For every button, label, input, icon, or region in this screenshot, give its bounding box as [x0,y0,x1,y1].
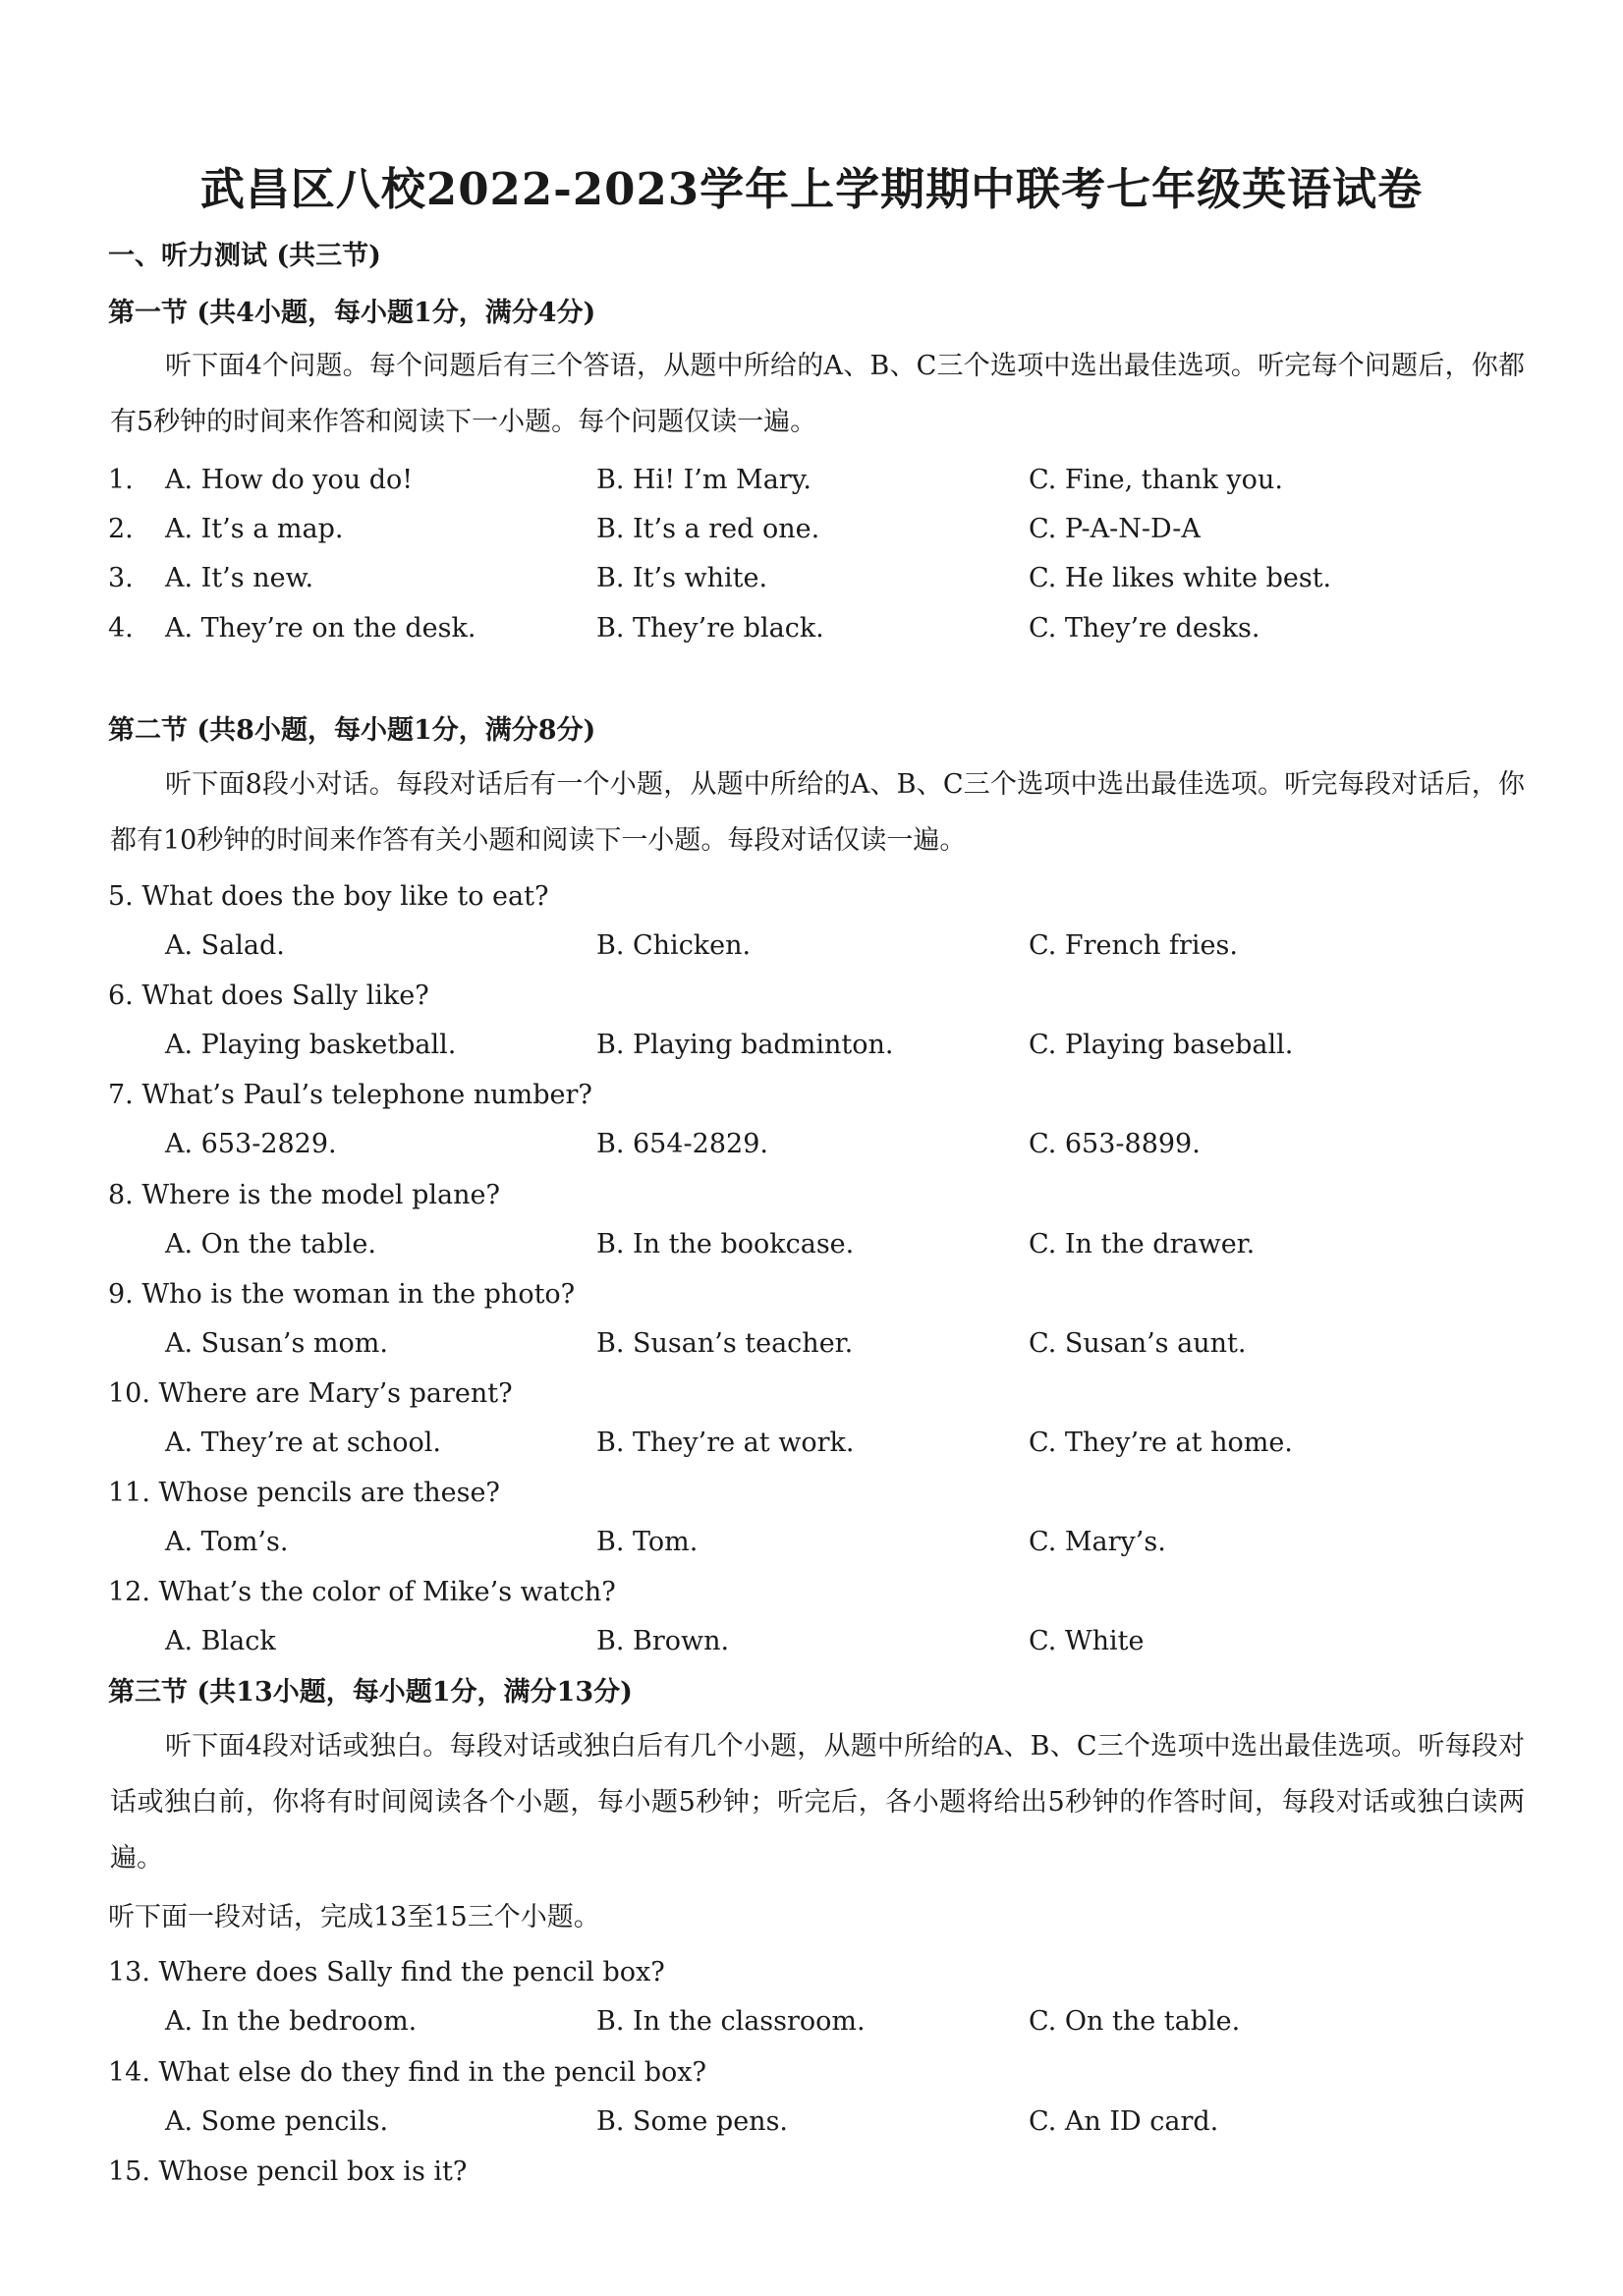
option-b: B. It’s white. [596,563,768,593]
option-c: C. In the drawer. [1029,1229,1256,1260]
question-text: 15. Whose pencil box is it? [108,2156,468,2187]
option-b: B. In the classroom. [596,2006,866,2037]
question-text: 6. What does Sally like? [108,980,429,1011]
option-b: B. It’s a red one. [596,514,820,544]
question-text: 7. What’s Paul’s telephone number? [108,1080,592,1110]
options-row [0,2105,1623,2139]
option-c: C. P-A-N-D-A [1029,514,1201,544]
option-c: C. They’re desks. [1029,613,1260,644]
question-number: 3. [108,563,134,593]
option-c: C. They’re at home. [1029,1428,1293,1458]
option-a: A. In the bedroom. [165,2006,418,2037]
option-a: A. They’re at school. [165,1428,441,1458]
option-b: B. Tom. [596,1527,699,1557]
option-a: A. It’s new. [165,563,314,593]
options-row [0,2005,1623,2039]
option-c: C. An ID card. [1029,2106,1219,2137]
question-text: 8. Where is the model plane? [108,1180,501,1210]
question-row [0,464,1623,497]
option-a: A. Playing basketball. [165,1030,457,1060]
section2-instruction: 听下面8段小对话。每段对话后有一个小题，从题中所给的A、B、C三个选项中选出最佳选项。听完每段对话后，你都有10秒钟的时间来作答有关小题和阅读下一小题。每段对话仅读一遍。 [110,769,1525,856]
question-number: 2. [108,514,134,544]
options-row [0,1128,1623,1161]
option-b: B. Some pens. [596,2106,789,2137]
question-text: 12. What’s the color of Mike’s watch? [108,1577,616,1607]
section1-heading: 第一节 (共4小题，每小题1分，满分4分) [108,298,596,328]
option-b: B. Chicken. [596,930,752,961]
option-a: A. How do you do! [165,465,414,495]
question-text: 5. What does the boy like to eat? [108,881,549,912]
options-row [0,1228,1623,1261]
sub-instruction: 听下面一段对话，完成13至15三个小题。 [108,1902,600,1932]
option-a: A. Tom’s. [165,1527,289,1557]
options-row [0,929,1623,963]
question-text: 9. Who is the woman in the photo? [108,1279,576,1310]
options-row [0,1625,1623,1658]
option-a: A. They’re on the desk. [165,613,476,644]
option-b: B. They’re black. [596,613,824,644]
question-text: 11. Whose pencils are these? [108,1478,500,1508]
option-b: B. 654-2829. [596,1129,768,1159]
options-row [0,1526,1623,1559]
option-a: A. Salad. [165,930,285,961]
section2-heading: 第二节 (共8小题，每小题1分，满分8分) [108,715,596,746]
option-c: C. He likes white best. [1029,563,1332,593]
question-text: 13. Where does Sally find the pencil box? [108,1957,665,1988]
options-row [0,1427,1623,1460]
question-row [0,612,1623,645]
options-row [0,1029,1623,1062]
option-c: C. Susan’s aunt. [1029,1328,1247,1359]
exam-title: 武昌区八校2022-2023学年上学期期中联考七年级英语试卷 [199,163,1424,215]
option-b: B. Hi! I’m Mary. [596,465,812,495]
section3-instruction: 听下面4段对话或独白。每段对话或独白后有几个小题，从题中所给的A、B、C三个选项中选出最佳选项。听每段对话或独白前，你将有时间阅读各个小题，每小题5秒钟；听完后，各小题将给出5秒钟的作答时间，每段对话或独白读两遍。 [110,1731,1525,1874]
option-a: A. 653-2829. [165,1129,337,1159]
option-a: A. On the table. [165,1229,376,1260]
option-b: B. Playing badminton. [596,1030,894,1060]
option-b: B. They’re at work. [596,1428,855,1458]
question-number: 1. [108,465,134,495]
option-b: B. Susan’s teacher. [596,1328,854,1359]
options-row [0,1327,1623,1361]
option-b: B. In the bookcase. [596,1229,855,1260]
option-a: A. Susan’s mom. [165,1328,388,1359]
part-heading: 一、听力测试 (共三节) [108,241,381,271]
option-c: C. French fries. [1029,930,1238,961]
option-c: C. 653-8899. [1029,1129,1201,1159]
section3-heading: 第三节 (共13小题，每小题1分，满分13分) [108,1677,633,1708]
option-c: C. Mary’s. [1029,1527,1166,1557]
option-a: A. Some pencils. [165,2106,389,2137]
question-row [0,562,1623,595]
option-a: A. It’s a map. [165,514,344,544]
question-row [0,513,1623,546]
question-text: 14. What else do they find in the pencil box? [108,2057,706,2088]
option-c: C. Playing baseball. [1029,1030,1294,1060]
option-b: B. Brown. [596,1626,730,1656]
option-a: A. Black [165,1626,276,1656]
question-number: 4. [108,613,134,644]
option-c: C. White [1029,1626,1145,1656]
section1-instruction: 听下面4个问题。每个问题后有三个答语，从题中所给的A、B、C三个选项中选出最佳选项。听完每个问题后，你都有5秒钟的时间来作答和阅读下一小题。每个问题仅读一遍。 [110,351,1525,437]
question-text: 10. Where are Mary’s parent? [108,1378,513,1409]
option-c: C. On the table. [1029,2006,1241,2037]
option-c: C. Fine, thank you. [1029,465,1283,495]
